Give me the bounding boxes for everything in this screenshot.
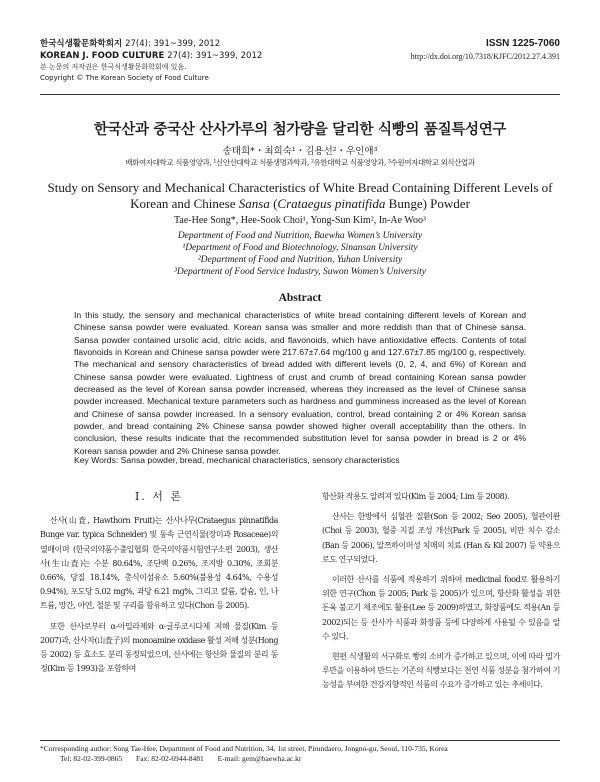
body-paragraph: 항산화 작용도 알려져 있다(Kim 등 2004; Lim 등 2008). [322, 492, 510, 501]
copyright-en: Copyright © The Korean Society of Food Culture [40, 74, 209, 82]
abstract-heading: Abstract [278, 292, 322, 304]
authors-en: Tae-Hee Song*, Hee-Sook Choi¹, Yong-Sun Kim², In-Ae Woo³ [173, 215, 426, 226]
section-heading: I. 서 론 [134, 490, 184, 503]
affiliation-item: Department of Food and Nutrition, Baewha Women’s University [177, 231, 423, 241]
body-paragraph: 이러한 산사를 식품에 적용하기 위하여 medicinal food로 활용하기 위한 연구(Chon 등 2005; Park 등 2005)가 있으며, 항산화 활성을 위한 돈육 불고기 제조에도 활용(Lee 등 2009)하였고, 화장품에도 적용(An 등 2002)되는 등 산사가 식품과 화장품 등에 다양하게 사용될 수 있음을 알 수 있다. [322, 575, 560, 641]
corresponding-author-footnote [40, 744, 560, 764]
affiliations-kr: 배화여자대학교 식품영양과, ¹신안산대학교 식품생명과학과, ²유한대학교 식품영양과, ³수원여자대학교 외식산업과 [125, 158, 475, 167]
keywords-label: Key Words: [74, 455, 119, 465]
footnote-contact [40, 754, 560, 764]
keywords-list: Sansa powder, bread, mechanical characteristics, sensory characteristics [120, 455, 400, 465]
journal-name-en: KOREAN J. FOOD CULTURE 27(4): 391~399, 2012 [40, 51, 263, 61]
body-paragraph: 또한 산사로부터 α-아밀라제와 α-글루코시다제 저해 물질(Kim 등 2007)과, 산사자(山査子)의 monoamine oxidase 활성 저해 성분(Hong 등 2002) 등 효소도 분리 동정되었으며, 산사에는 항산화 물질의 분리 동정(Kim 등 1993)을 포함하여 [40, 621, 278, 674]
body-paragraph: 산사는 한방에서 심혈관 질환(Son 등 2002; Seo 2005), 혈관이완(Choi 등 2003), 혈중 지질 조성 개선(Park 등 2005), 비만 치수 감소(Ban 등 2006), 알쯔하이머성 치매의 치료 (Han & Kil 2007) 등 약용으로도 연구되었다. [322, 512, 560, 564]
footnote-tel: Tel: 82-02-399-0865 [60, 754, 123, 763]
affiliation-item: ²Department of Food and Nutrition, Yuhan University [197, 255, 403, 265]
body-paragraph: 현편 식생활의 서구화로 빵의 소비가 증가하고 있으며, 이에 따라 밀가루만을 이용하여 만드는 기존의 식빵보다는 천연 식품 성분을 첨가하여 기능성을 부여한 건강지향적인 식품의 수요가 증가하고 있는 추세이다. [322, 652, 560, 690]
footnote-divider [40, 740, 560, 741]
footnote-address: *Corresponding author: Song Tae-Hee, Department of Food and Nutrition, 34, 1st street, Pirundaero, Jongno-gu, Seoul, 110-735, Korea [40, 744, 448, 753]
keywords [74, 455, 544, 465]
title-en: Study on Sensory and Mechanical Characteristics of White Bread Containing Different Levels of Korean and Chinese Sansa (Crataegus pinatifida Bunge) Powder [47, 180, 553, 211]
header-divider [40, 94, 560, 95]
affiliation-item: ¹Department of Food and Biotechnology, Sinansan University [182, 243, 418, 253]
affiliation-item: ³Department of Food Service Industry, Suwon Women’s University [174, 267, 426, 277]
abstract-body: In this study, the sensory and mechanical characteristics of white bread containing different levels of Korean and Chinese sansa powder were evaluated. Korean sansa was smaller and more reddish than that of Chinese sansa. Sansa powder contained ursolic acid, citric acids, and flavonoids, which have antioxidative effects. Contents of total flavonoids in Korean and Chinese sansa powder were 217.67±7.64 mg/100 g and 127.67±7.85 mg/100 g, respectively. The mechanical and sensory characteristics of bread added with different levels (0, 2, 4, and 6%) of Korean and Chinese sansa powder were evaluated. Lightness of crust and crumb of bread containing Korean sansa powder decreased as the level of Korean sansa powder increased, whereas they increased as the level of Chinese sansa powder increased. Mechanical texture parameters such as hardness and gumminess increased as the level of Korean and Chinese of sansa powder increased. In a sensory evaluation, control, bread containing 2 or 4% Korean sansa powder, and bread containing 2% Chinese sansa powder showed higher overall acceptability than the others. In conclusion, these results indicate that the recommended substitution level for sansa powder in bread is 2 or 4% Korean sansa powder and 2% Chinese sansa powder. [74, 310, 526, 456]
journal-header [40, 38, 560, 94]
affiliations-en [40, 230, 560, 278]
journal-volume-en: 27(4): 391~399, 2012 [167, 51, 263, 61]
journal-volume-kr: 27(4): 391~399, 2012 [125, 39, 221, 49]
body-column-left [40, 490, 278, 676]
doi-link[interactable]: http://dx.doi.org/10.7318/KJFC/2012.27.4.391 [410, 52, 560, 61]
issn: ISSN 1225-7060 [486, 38, 560, 49]
authors-kr: 송태희*・최희숙¹・김용선²・우인애³ [222, 146, 378, 157]
journal-name-kr: 한국식생활문화학회지 27(4): 391~399, 2012 [40, 39, 221, 49]
footnote-fax: Fax: 82-02-6944-8481 [136, 754, 204, 763]
body-paragraph: 산사(山査, Hawthorn Fruit)는 산사나무(Crataegus pinnatifida Bunge var. typica Schneider) 및 동속 근연식물(장미과 Rosaceae)의 열매이며 (한국의약품수출입협회 한국의약품시험연구소편 2003), 생산사(生山査)는 수분 80.64%, 조단백 0.26%, 조지방 0.30%, 조회분 0.66%, 당질 18.14%, 총식이섬유소 5.60%(불용성 4.64%, 수용성 0.94%), 포도당 5.02 mg%, 과당 6.21 mg%, 그리고 칼륨, 칼슘, 인, 나트륨, 망간, 아연, 철분 및 구리를 함유하고 있다(Chon 등 2005). [40, 516, 278, 611]
title-kr: 한국산과 중국산 산사가루의 첨가량을 달리한 식빵의 품질특성연구 [93, 121, 507, 138]
copyright-kr: 본 논문의 저작권은 한국식생활문화학회에 있음. [40, 63, 187, 71]
footnote-email[interactable]: E-mail: gem@baewha.ac.kr [217, 754, 302, 763]
body-column-right [322, 490, 560, 693]
